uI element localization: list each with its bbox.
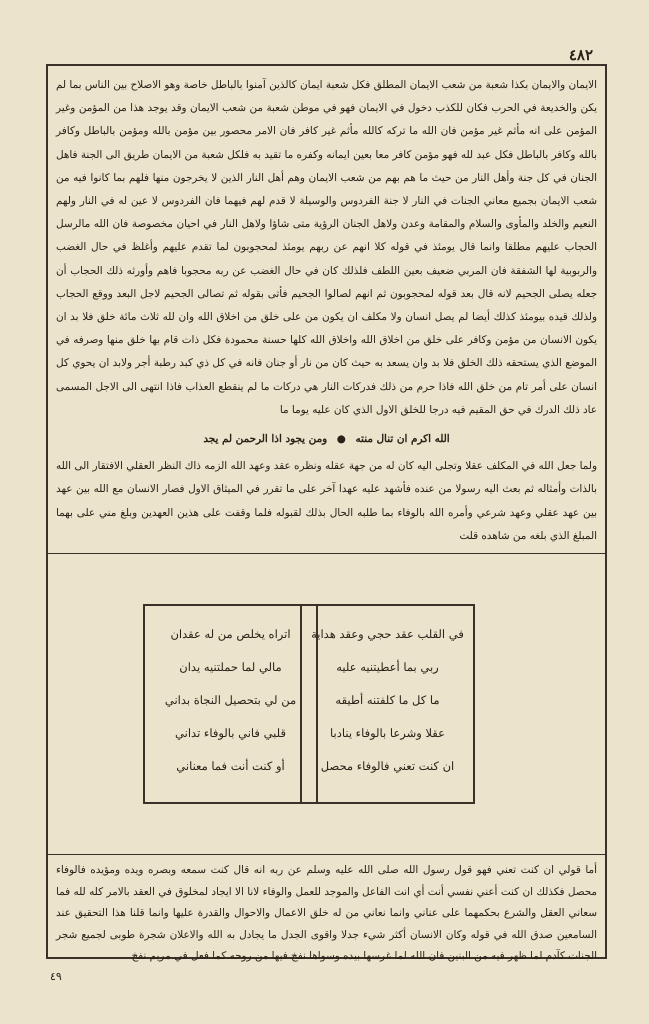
poem-line: في القلب عقد حجي وعقد هداية (311, 627, 464, 641)
poem-section (48, 553, 605, 855)
main-text-block (56, 74, 597, 544)
catchword: ٤٩ (50, 970, 62, 983)
poem-line: ربي بما أعطيتنيه عليه (336, 660, 439, 674)
poem-box-right (300, 604, 475, 804)
page-number: ٤٨٢ (568, 46, 593, 64)
verse-separator-icon: ● (336, 433, 346, 446)
main-paragraph: الايمان والايمان بكذا شعبة من شعب الايمان المطلق فكل شعبة ايمان كالذين آمنوا بالباطل خاصة وهو الاصلاح بين الناس بما لم يكن والخديعة في الحرب فكان للكذب دخول في الايمان فهو في موطن شعبة من شعب الايمان وقد يوجد هذا من المؤمن وغير المؤمن على انه مأثم غير مؤمن فان الله ما تركه كالله مأثم غير كافر فان الامر محصور بين مؤمن بالله ومؤمن بالباطل وكافر بالله وكافر بالباطل فكل عبد لله فهو مؤمن كافر معا بعين ايمانه وكفره ما تقيد به فلكل شعبة من الايمان طريق الى الجنة فاهل الجنان في كل جنة وأهل النار من حيث ما هم بهم من شعب الايمان وهم أهل النار الذين لا يخرجون منها فلهم بما كانوا فيه من شعب الايمان بجميع معاني الجنات في النار لا جنة الفردوس والوسيلة لا قدم لهم فيهما فان الفردوس لا عين له في النار ولهم النعيم والخلد والمأوى والسلام والمقامة وعدن ولاهل الجنان الرؤية متى شاؤا ولاهل النار في احيان مخصوصة فان الله مالرسل الحجاب عليهم مطلقا وانما قال يومئذ في قوله كلا انهم عن ربهم يومئذ لمحجوبون لما تقدم عليهم وأغلظ في حال الغضب والربوبية لها الشفقة فان المربي ضعيف بعين اللطف فلذلك كان في حال الغضب عن ربه محجوبا فاهم وأورثه ذلك الحجاب أن جعله يصلى الجحيم لانه قال بعد قوله لمحجوبون ثم انهم لصالوا الجحيم فأتى بقوله ثم تصالى الجحيم لاجل البعد ووقع الحجاب ولذلك قيده بيومئذ كذلك أيضا لم يصل انسان ولا مكلف ان يكون من على خلق من اخلاق الله وان لله ثلاث مائة خلق فلا بد ان يكون الانسان من مؤمن وكافر على خلق من اخلاق الله واخلاق الله كلها حسنة محمودة فكل ذات قام بها خلق منها وصرفه في الموضع الذي يستحقه ذلك الخلق فلا بد وان يسعد به حيث كان من نار أو جنان فانه في كل ذي كبد رطبة أجر ولابد ان يحوي كل انسان على أمر تام من خلق الله فاذا حرم من ذلك فدركات النار هي دركات ما لم ينقطع العذاب فاذا انتهى الى الاجل المسمى عاد ذلك الدرك في حق المقيم فيه درجا للخلق الاول الذي كان عليه يوما ما (56, 79, 597, 416)
page-frame (46, 64, 607, 962)
poem-box-left (143, 604, 318, 804)
verse-hemistich-1: الله اكرم ان تنال منته (355, 433, 450, 446)
poem-line: أو كنت أنت فما معناني (176, 759, 285, 773)
poem-line: من لي بتحصيل النجاة بداني (164, 693, 297, 707)
poem-line: مالي لما حملتنيه يدان (179, 660, 282, 674)
poem-line: ان كنت تعني فالوفاء محصل (320, 759, 455, 773)
commentary-block (56, 860, 597, 962)
commentary-paragraph: أما قولي ان كنت تعني فهو قول رسول الله صلى الله عليه وسلم عن ربه انه قال كنت سمعه وبصره ويده ومؤيده فالوفاء محصل فكذلك ان كنت أعني نفسي أنت أي انت الفاعل والموجد للعمل والوفاء لانا الا ايجاد لمخلوق في العقد بالامر كله لله فما سعاني العقل والشرع بحكمهما على عناني وانما نعاني من له خلق الاعمال والاحوال والقدرة عليها وانما قلنا هذا التحقيق عند السامعين صدق الله في قوله وكان الانسان أكثر شيء جدلا واقوى الجدل ما يجادل به الله والاعلان شجرة طوبى لجميع شجر الجنات كآدم لما ظهر فيه من البنين فان الله لما غرسها بيده وسواها نفخ فيها من روحه كما فعل في مريم نفخ (56, 864, 597, 962)
poem-line: اتراه يخلص من له عقدان (170, 627, 291, 641)
verse-line (56, 428, 597, 451)
verse-hemistich-2: ومن يجود اذا الرحمن لم يجد (203, 433, 328, 446)
poem-line: ما كل ما كلفتنه أطيقه (335, 693, 440, 707)
poem-line: قلبي فاني بالوفاء تداني (175, 726, 286, 740)
poem-line: عقلا وشرعا بالوفاء ينادبا (330, 726, 445, 740)
main-paragraph-after-verse: ولما جعل الله في المكلف عقلا وتجلى اليه كان له من جهة عقله ونظره عقد وعهد الله الزمه ذاك النظر العقلي الافتقار الى الله بالذات وأمثاله ثم بعث اليه رسولا من عنده فأشهد عليه عهدا آخر على ما تقرر في الميثاق الاول فصار الانسان مع الله بين عهد بين عهد عقلي وعهد شرعي وأمره الله بالوفاء بما طلبه الحال بذلك لقبوله فلما وقفت على هذين العهدين وبلغ مني على بهما المبلغ الذي بلغه من شاهده قلت (56, 460, 597, 542)
